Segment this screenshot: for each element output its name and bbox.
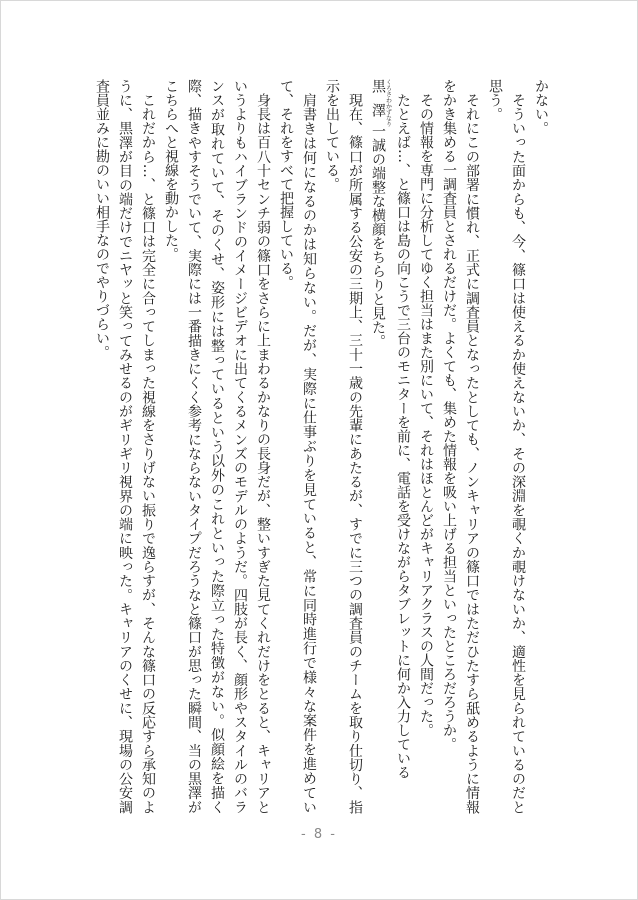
paragraph: そういった面からも、今、篠口は使えるか使えないか、その深淵を覗くか覗けないか、適性を見られているのだと思う。 xyxy=(487,79,526,814)
body-text xyxy=(80,79,552,814)
name-ruby xyxy=(370,79,392,127)
paragraph: その情報を専門に分析してゆく担当はまた別にいて、それはほとんどがキャリアクラスの人間だった。 xyxy=(418,93,434,737)
ruby-base: 黒澤 xyxy=(370,79,386,127)
paragraph: かない。 xyxy=(533,79,549,135)
paragraph: これだから…、と篠口は完全に合ってしまった視線をさりげない振りで逸らすが、そんな篠口の反応すら承知のように、黒澤が目の端だけでニヤッと笑ってみせるのがギリギリ視界の端に映った。キャリアのくせに、現場の公安調査員並みに勘のいい相手なのでやりづらい。 xyxy=(94,79,156,814)
paragraph: たとえば…、と篠口は島の向こうで三台のモニターを前に、電話を受けながらタブレットに何か入力している xyxy=(395,93,411,779)
paragraph: 肩書きは何になるのかは知らない。だが、実際に仕事ぶりを見ていると、常に同時進行で様々な案件を進めていて、それをすべて把握している。 xyxy=(278,79,317,814)
paragraph: 現在、篠口が所属する公安の三期上、三十一歳の先輩にあたるが、すでに三つの調査員のチームを取り仕切り、指示を出している。 xyxy=(324,79,363,814)
paragraph: それにこの部署に慣れ、正式に調査員となったとしても、ノンキャリアの篠口ではただひたすら舐めるように情報をかき集める一調査員とされるだけだ。よくても、集めた情報を吸い上げる担当といったところだろうか。 xyxy=(441,79,480,814)
paragraph-text: 一誠の端整な横顔をちらりと見た。 xyxy=(370,124,386,348)
page-number: - 8 - xyxy=(301,827,337,842)
ruby-reading: くろさわかずなり xyxy=(384,79,392,127)
paragraph-with-ruby xyxy=(366,79,391,814)
paragraph: 身長は百八十センチ弱の篠口をさらに上まわるかなりの長身だが、整いすぎた見てくれだけをとると、キャリアというよりもハイブランドのイメージビデオに出てくるメンズのモデルのようだ。四肢が長く、顔形やスタイルのバランスが取れていて、そのくせ、姿形には整っているという以外のこれといった際立った特徴がない。似顔絵を描く際、描きやすそうでいて、実際には一番描きにくく参考にならないタイプだろうなと篠口が思った瞬間、当の黒澤がこちらへと視線を動かした。 xyxy=(163,79,271,814)
